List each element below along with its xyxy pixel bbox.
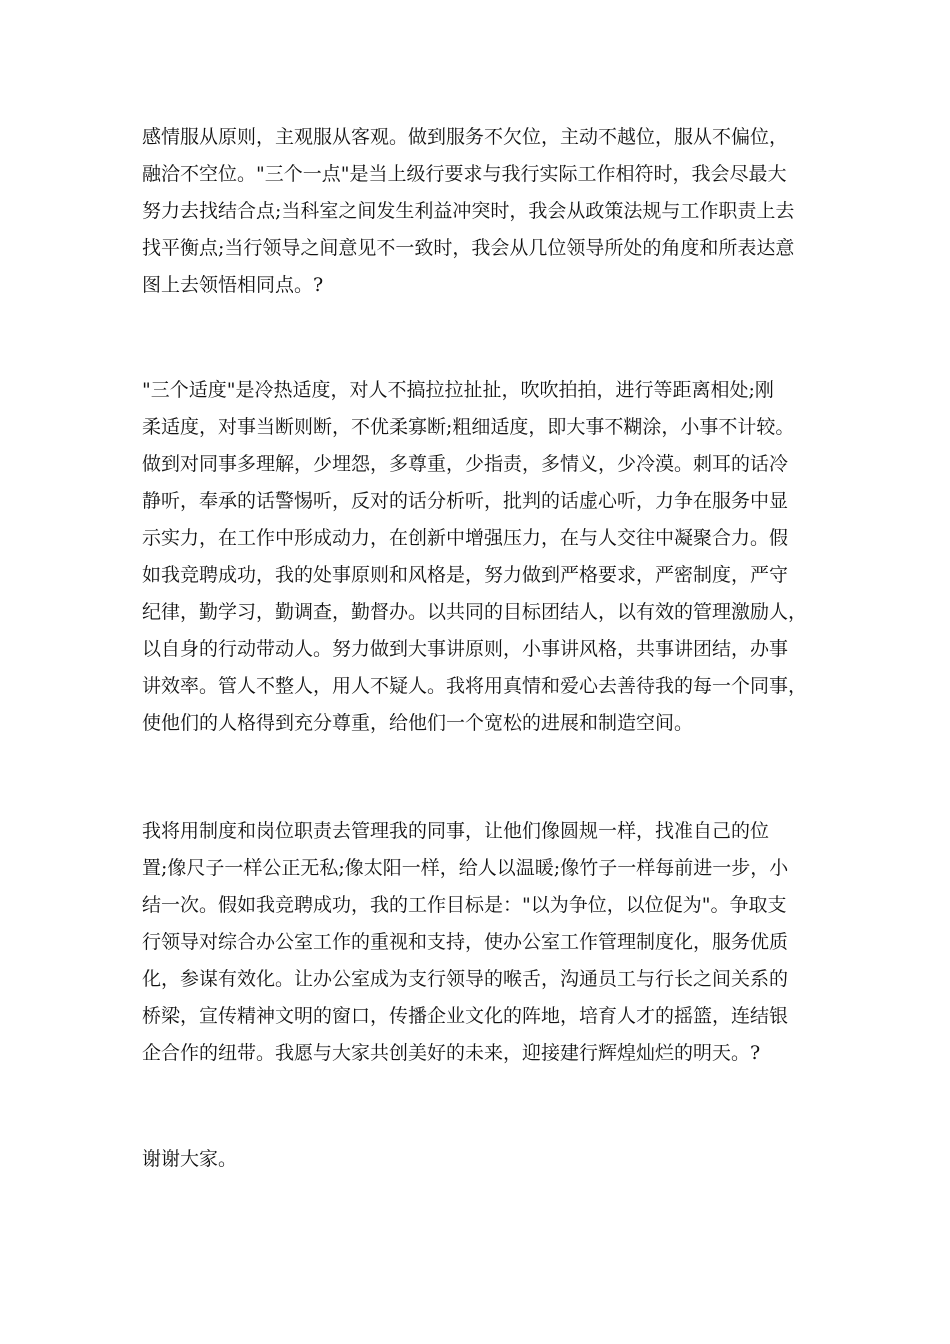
paragraph-4 [142,1141,814,1178]
paragraph-line: 融洽不空位。"三个一点"是当上级行要求与我行实际工作相符时，我会尽最大 [142,163,787,185]
paragraph-line: 静听，奉承的话警惕听，反对的话分析听，批判的话虚心听，力争在服务中显 [142,490,789,512]
paragraph-line: 纪律，勤学习，勤调查，勤督办。以共同的目标团结人，以有效的管理激励人， [142,601,808,623]
paragraph-line: 结一次。假如我竞聘成功，我的工作目标是："以为争位，以位促为"。争取支 [142,894,787,916]
paragraph-line: 示实力，在工作中形成动力，在创新中增强压力，在与人交往中凝聚合力。假 [142,527,789,549]
paragraph-line: 化，参谋有效化。让办公室成为支行领导的喉舌，沟通员工与行长之间关系的 [142,968,789,990]
paragraph-line: 努力去找结合点;当科室之间发生利益冲突时，我会从政策法规与工作职责上去 [142,200,795,222]
paragraph-line: 企合作的纽带。我愿与大家共创美好的未来，迎接建行辉煌灿烂的明天。? [142,1042,761,1064]
paragraph-line: 以自身的行动带动人。努力做到大事讲原则，小事讲风格，共事讲团结，办事 [142,638,789,660]
paragraph-line: 感情服从原则，主观服从客观。做到服务不欠位，主动不越位，服从不偏位， [142,126,789,148]
paragraph-line: 图上去领悟相同点。? [142,274,324,296]
paragraph-line: 做到对同事多理解，少埋怨，多尊重，少指责，多情义，少冷漠。刺耳的话冷 [142,453,789,475]
paragraph-line: 讲效率。管人不整人，用人不疑人。我将用真情和爱心去善待我的每一个同事， [142,675,808,697]
paragraph-3 [142,813,814,1072]
paragraph-line: "三个适度"是冷热适度，对人不搞拉拉扯扯，吹吹拍拍，进行等距离相处;刚 [142,379,774,401]
paragraph-line: 如我竞聘成功，我的处事原则和风格是，努力做到严格要求，严密制度，严守 [142,564,789,586]
closing-line: 谢谢大家。 [142,1148,238,1170]
paragraph-line: 找平衡点;当行领导之间意见不一致时，我会从几位领导所处的角度和所表达意 [142,237,795,259]
paragraph-2 [142,372,814,742]
paragraph-line: 桥梁，宣传精神文明的窗口，传播企业文化的阵地，培育人才的摇篮，连结银 [142,1005,789,1027]
paragraph-1 [142,119,814,304]
paragraph-line: 置;像尺子一样公正无私;像太阳一样，给人以温暖;像竹子一样每前进一步，小 [142,857,789,879]
paragraph-line: 我将用制度和岗位职责去管理我的同事，让他们像圆规一样，找准自己的位 [142,820,770,842]
paragraph-line: 使他们的人格得到充分尊重，给他们一个宽松的进展和制造空间。 [142,712,694,734]
paragraph-line: 柔适度，对事当断则断，不优柔寡断;粗细适度，即大事不糊涂，小事不计较。 [142,416,795,438]
paragraph-line: 行领导对综合办公室工作的重视和支持，使办公室工作管理制度化，服务优质 [142,931,789,953]
